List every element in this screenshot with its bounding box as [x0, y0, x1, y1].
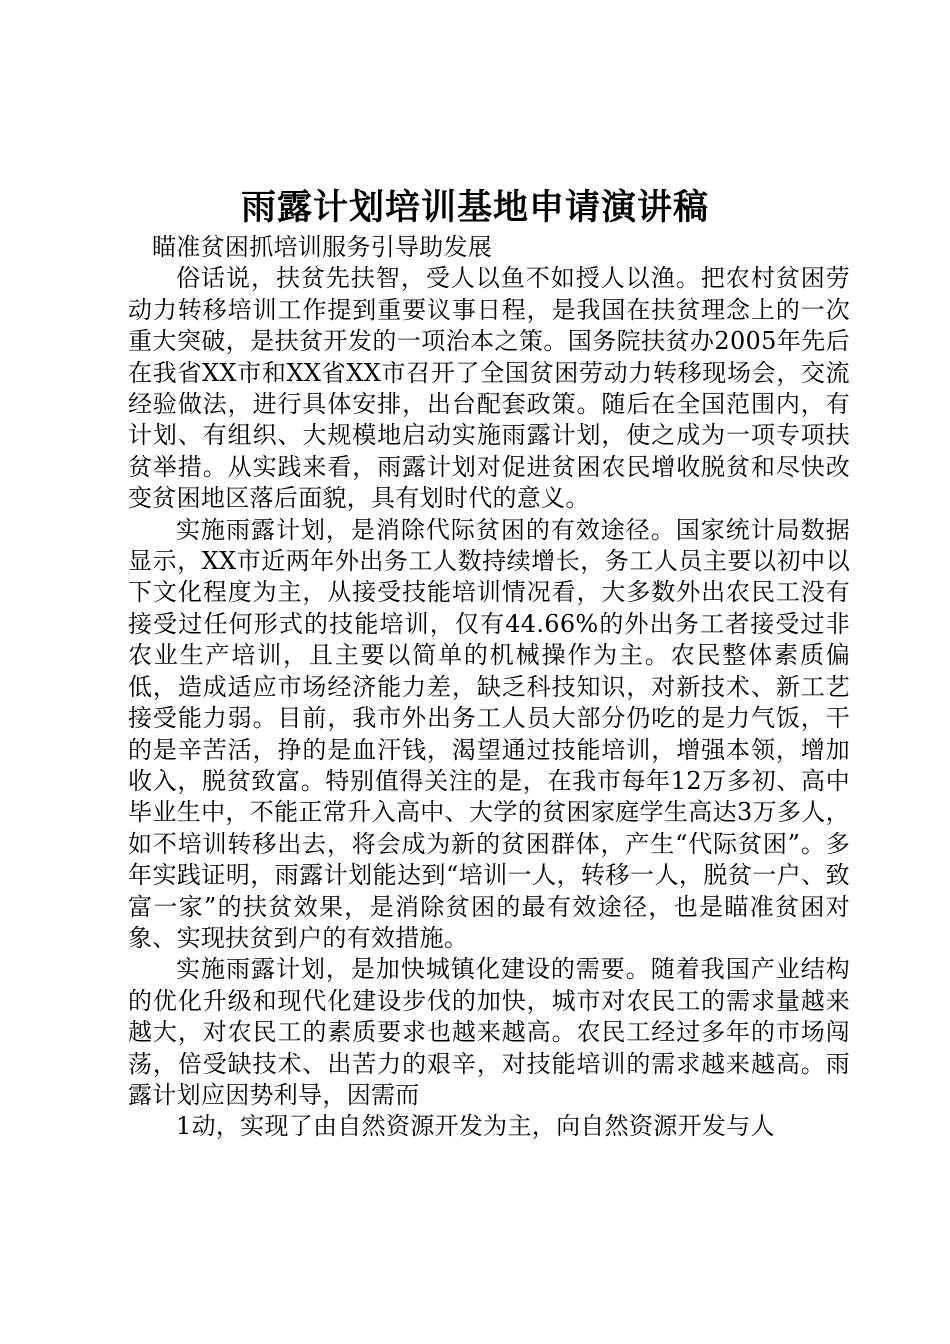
paragraph: 实施雨露计划，是加快城镇化建设的需要。随着我国产业结构的优化升级和现代化建设步伐的加快，城市对农民工的需求量越来越大，对农民工的素质要求也越来越高。农民工经过多年的市场闯荡，倍受缺技术、出苦力的艰辛，对技能培训的需求越来越高。雨露计划应因势利导，因需而	[128, 955, 850, 1109]
paragraph: 俗话说，扶贫先扶智，受人以鱼不如授人以渔。把农村贫困劳动力转移培训工作提到重要议事日程，是我国在扶贫理念上的一次重大突破，是扶贫开发的一项治本之策。国务院扶贫办2005年先后在我省XX市和XX省XX市召开了全国贫困劳动力转移现场会，交流经验做法，进行具体安排，出台配套政策。随后在全国范围内，有计划、有组织、大规模地启动实施雨露计划，使之成为一项专项扶贫举措。从实践来看，雨露计划对促进贫困农民增收脱贫和尽快改变贫困地区落后面貌，具有划时代的意义。	[128, 264, 850, 513]
paragraph: 实施雨露计划，是消除代际贫困的有效途径。国家统计局数据显示，XX市近两年外出务工人数持续增长，务工人员主要以初中以下文化程度为主，从接受技能培训情况看，大多数外出农民工没有接受过任何形式的技能培训，仅有44.66%的外出务工者接受过非农业生产培训，且主要以简单的机械操作为主。农民整体素质偏低，造成适应市场经济能力差，缺乏科技知识，对新技术、新工艺接受能力弱。目前，我市外出务工人员大部分仍吃的是力气饭，干的是辛苦活，挣的是血汗钱，渴望通过技能培训，增强本领，增加收入，脱贫致富。特别值得关注的是，在我市每年12万多初、高中毕业生中，不能正常升入高中、大学的贫困家庭学生高达3万多人，如不培训转移出去，将会成为新的贫困群体，产生“代际贫困”。多年实践证明，雨露计划能达到“培训一人，转移一人，脱贫一户、致富一家”的扶贫效果，是消除贫困的最有效途径，也是瞄准贫困对象、实现扶贫到户的有效措施。	[128, 515, 850, 952]
document-subtitle: 瞄准贫困抓培训服务引导助发展	[152, 233, 493, 261]
document-body	[128, 232, 850, 1143]
document-title: 雨露计划培训基地申请演讲稿	[240, 188, 709, 228]
paragraph: 1动，实现了由自然资源开发为主，向自然资源开发与人	[176, 1112, 775, 1141]
